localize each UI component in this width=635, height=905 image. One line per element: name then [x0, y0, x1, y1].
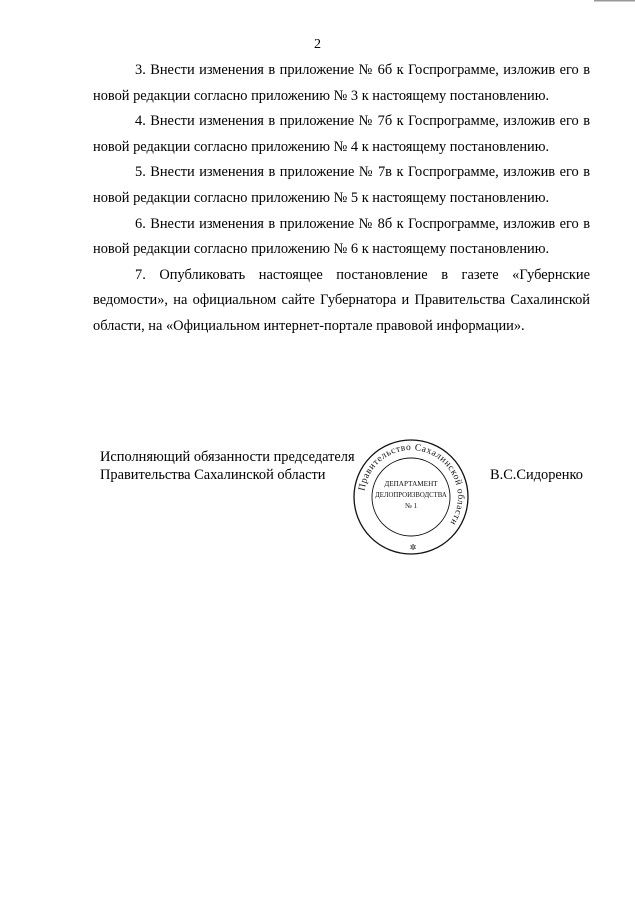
seal-outer-text: Правительство Сахалинской области: [357, 442, 466, 527]
signatory-position-line1: Исполняющий обязанности председателя: [100, 449, 355, 465]
paragraph-3: 3. Внести изменения в приложение № 6б к Госпрограмме, изложив его в новой редакции согласно приложению № 3 к настоящему постановлению.: [93, 62, 590, 104]
signatory-position-line2: Правительства Сахалинской области: [100, 467, 326, 483]
signatory-position: [100, 448, 355, 484]
page-number: 2: [314, 37, 321, 52]
seal-star-icon: ✲: [409, 543, 417, 552]
official-seal: [352, 438, 470, 556]
seal-inner-line3: № 1: [404, 502, 418, 510]
signatory-name: В.С.Сидоренко: [490, 467, 583, 483]
seal-inner-line1: ДЕПАРТАМЕНТ: [384, 480, 438, 488]
paragraph-7: 7. Опубликовать настоящее постановление в газете «Губернские ведомости», на официальном сайте Губернатора и Правительства Сахалинской области, на «Официальном интернет-портале правовой информации».: [93, 266, 590, 334]
document-body: [93, 58, 590, 340]
seal-inner-line2: ДЕЛОПРОИЗВОДСТВА: [375, 492, 447, 499]
paragraph-6: 6. Внести изменения в приложение № 8б к Госпрограмме, изложив его в новой редакции согласно приложению № 6 к настоящему постановлению.: [93, 215, 590, 258]
paragraph-4: 4. Внести изменения в приложение № 7б к Госпрограмме, изложив его в новой редакции согласно приложению № 4 к настоящему постановлению.: [93, 113, 590, 155]
scan-edge-mark: [594, 0, 635, 3]
paragraph-5: 5. Внести изменения в приложение № 7в к Госпрограмме, изложив его в новой редакции согласно приложению № 5 к настоящему постановлению.: [93, 164, 590, 206]
